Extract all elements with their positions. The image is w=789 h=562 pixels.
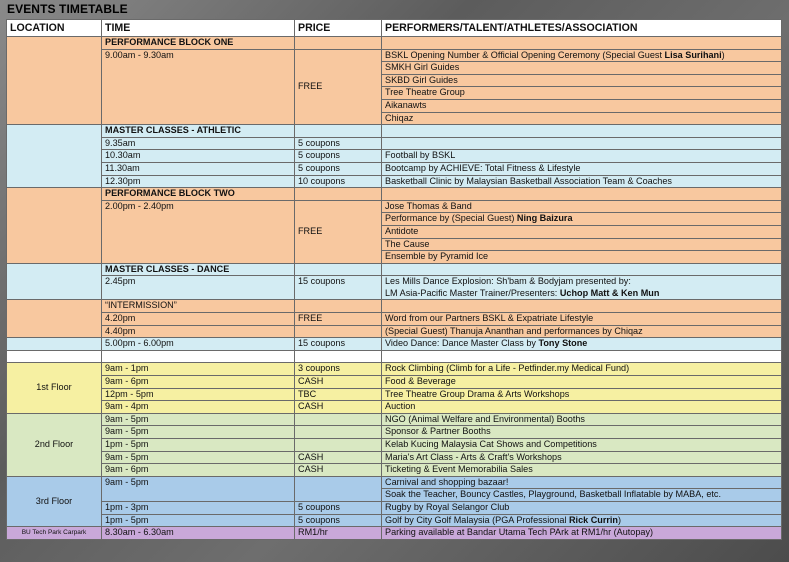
performer-cell: SMKH Girl Guides xyxy=(382,62,782,75)
price-cell: FREE xyxy=(295,313,382,326)
performer-cell: NGO (Animal Welfare and Environmental) Booths xyxy=(382,413,782,426)
price-cell: RM1/hr xyxy=(295,527,382,540)
price-cell: 15 coupons xyxy=(295,338,382,351)
performer-cell: Maria's Art Class - Arts & Craft's Workshops xyxy=(382,451,782,464)
block-label: “INTERMISSION” xyxy=(102,300,295,313)
location-cell xyxy=(7,300,102,338)
block-label: MASTER CLASSES - ATHLETIC xyxy=(102,125,295,138)
time-cell: 9am - 5pm xyxy=(102,413,295,426)
price-cell: CASH xyxy=(295,401,382,414)
table-row xyxy=(7,464,782,477)
performer-cell: Basketball Clinic by Malaysian Basketball Association Team & Coaches xyxy=(382,175,782,188)
table-row xyxy=(7,313,782,326)
time-cell: 9.00am - 9.30am xyxy=(102,49,295,125)
block-label: PERFORMANCE BLOCK ONE xyxy=(102,37,295,50)
header-row xyxy=(7,20,782,37)
time-cell: 4.20pm xyxy=(102,313,295,326)
time-cell: 12.30pm xyxy=(102,175,295,188)
performer-cell: Chiqaz xyxy=(382,112,782,125)
performer-cell: Ticketing & Event Memorabilia Sales xyxy=(382,464,782,477)
performer-cell: Soak the Teacher, Bouncy Castles, Playground, Basketball Inflatable by MABA, etc. xyxy=(382,489,782,502)
table-row xyxy=(7,137,782,150)
price-cell: 5 coupons xyxy=(295,137,382,150)
performer-cell: Kelab Kucing Malaysia Cat Shows and Competitions xyxy=(382,439,782,452)
table-row xyxy=(7,162,782,175)
performer-cell: Tree Theatre Group Drama & Arts Workshops xyxy=(382,388,782,401)
table-row xyxy=(7,388,782,401)
performer-cell: Tree Theatre Group xyxy=(382,87,782,100)
time-cell: 9am - 5pm xyxy=(102,476,295,501)
performer-cell: Golf by City Golf Malaysia (PGA Professional Rick Currin) xyxy=(382,514,782,527)
table-row xyxy=(7,426,782,439)
performers-header: PERFORMERS/TALENT/ATHLETES/ASSOCIATION xyxy=(382,20,782,37)
price-cell: 5 coupons xyxy=(295,150,382,163)
time-cell: 2.45pm xyxy=(102,276,295,300)
table-row xyxy=(7,263,782,276)
time-cell: 4.40pm xyxy=(102,325,295,338)
performer-cell: Carnival and shopping bazaar! xyxy=(382,476,782,489)
performer-cell: Football by BSKL xyxy=(382,150,782,163)
table-row xyxy=(7,276,782,288)
price-header: PRICE xyxy=(295,20,382,37)
price-cell: FREE xyxy=(295,200,382,263)
time-cell: 10.30am xyxy=(102,150,295,163)
performer-cell xyxy=(382,137,782,150)
price-cell: CASH xyxy=(295,464,382,477)
table-row xyxy=(7,514,782,527)
location-cell xyxy=(7,263,102,300)
location-cell xyxy=(7,125,102,188)
table-row xyxy=(7,363,782,376)
performer-cell: Aikanawts xyxy=(382,99,782,112)
time-cell: 12pm - 5pm xyxy=(102,388,295,401)
table-row xyxy=(7,476,782,489)
table-row xyxy=(7,200,782,213)
time-cell: 9am - 5pm xyxy=(102,426,295,439)
table-row xyxy=(7,49,782,62)
table-row xyxy=(7,150,782,163)
performer-cell: BSKL Opening Number & Official Opening Ceremony (Special Guest Lisa Surihani) xyxy=(382,49,782,62)
price-cell xyxy=(295,413,382,426)
location-cell xyxy=(7,37,102,125)
table-row xyxy=(7,125,782,138)
price-cell: 5 coupons xyxy=(295,162,382,175)
performer-cell: Ensemble by Pyramid Ice xyxy=(382,251,782,264)
table-row xyxy=(7,300,782,313)
time-cell: 9am - 6pm xyxy=(102,376,295,389)
time-header: TIME xyxy=(102,20,295,37)
table-row xyxy=(7,376,782,389)
performer-cell: (Special Guest) Thanuja Ananthan and performances by Chiqaz xyxy=(382,325,782,338)
table-row xyxy=(7,451,782,464)
location-label: 1st Floor xyxy=(7,363,102,413)
performer-cell: Rock Climbing (Climb for a Life - Petfinder.my Medical Fund) xyxy=(382,363,782,376)
table-row xyxy=(7,413,782,426)
time-cell: 11.30am xyxy=(102,162,295,175)
price-cell: 5 coupons xyxy=(295,514,382,527)
price-cell: CASH xyxy=(295,451,382,464)
price-cell: 5 coupons xyxy=(295,501,382,514)
price-cell: CASH xyxy=(295,376,382,389)
table-row xyxy=(7,527,782,540)
table-row xyxy=(7,325,782,338)
spacer-row xyxy=(7,350,782,363)
performer-cell: Bootcamp by ACHIEVE: Total Fitness & Lifestyle xyxy=(382,162,782,175)
price-cell xyxy=(295,426,382,439)
time-cell: 9am - 5pm xyxy=(102,451,295,464)
performer-cell: Rugby by Royal Selangor Club xyxy=(382,501,782,514)
time-cell: 2.00pm - 2.40pm xyxy=(102,200,295,263)
price-cell xyxy=(295,476,382,501)
table-row xyxy=(7,439,782,452)
time-cell: 1pm - 5pm xyxy=(102,439,295,452)
performer-cell: The Cause xyxy=(382,238,782,251)
location-label: 3rd Floor xyxy=(7,476,102,526)
table-row xyxy=(7,501,782,514)
performer-cell: Les Mills Dance Explosion: Sh'bam & Bodyjam presented by: xyxy=(382,276,782,288)
table-row xyxy=(7,175,782,188)
location-cell xyxy=(7,188,102,264)
location-label: BU Tech Park Carpark xyxy=(7,527,102,540)
price-cell xyxy=(295,325,382,338)
performer-cell: Jose Thomas & Band xyxy=(382,200,782,213)
time-cell: 9am - 6pm xyxy=(102,464,295,477)
price-cell: 10 coupons xyxy=(295,175,382,188)
price-cell: TBC xyxy=(295,388,382,401)
table-row xyxy=(7,401,782,414)
performer-cell: Antidote xyxy=(382,225,782,238)
performer-cell: Video Dance: Dance Master Class by Tony Stone xyxy=(382,338,782,351)
price-cell xyxy=(295,439,382,452)
events-timetable xyxy=(6,19,782,540)
location-cell xyxy=(7,338,102,351)
block-label: PERFORMANCE BLOCK TWO xyxy=(102,188,295,201)
performer-cell: Parking available at Bandar Utama Tech PArk at RM1/hr (Autopay) xyxy=(382,527,782,540)
time-cell: 9am - 4pm xyxy=(102,401,295,414)
performer-cell: Word from our Partners BSKL & Expatriate Lifestyle xyxy=(382,313,782,326)
time-cell: 1pm - 5pm xyxy=(102,514,295,527)
block-label: MASTER CLASSES - DANCE xyxy=(102,263,295,276)
table-row xyxy=(7,188,782,201)
time-cell: 8.30am - 6.30am xyxy=(102,527,295,540)
location-label: 2nd Floor xyxy=(7,413,102,476)
time-cell: 5.00pm - 6.00pm xyxy=(102,338,295,351)
performer-cell: LM Asia-Pacific Master Trainer/Presenters: Uchop Matt & Ken Mun xyxy=(382,288,782,300)
price-cell: 3 coupons xyxy=(295,363,382,376)
price-cell: FREE xyxy=(295,49,382,125)
time-cell: 9.35am xyxy=(102,137,295,150)
time-cell: 1pm - 3pm xyxy=(102,501,295,514)
location-header: LOCATION xyxy=(7,20,102,37)
performer-cell: Auction xyxy=(382,401,782,414)
performer-cell: Food & Beverage xyxy=(382,376,782,389)
page-title: EVENTS TIMETABLE xyxy=(7,2,128,16)
performer-cell: SKBD Girl Guides xyxy=(382,74,782,87)
table-row xyxy=(7,37,782,50)
price-cell: 15 coupons xyxy=(295,276,382,300)
performer-cell: Performance by (Special Guest) Ning Baizura xyxy=(382,213,782,226)
table-row xyxy=(7,338,782,351)
time-cell: 9am - 1pm xyxy=(102,363,295,376)
performer-cell: Sponsor & Partner Booths xyxy=(382,426,782,439)
